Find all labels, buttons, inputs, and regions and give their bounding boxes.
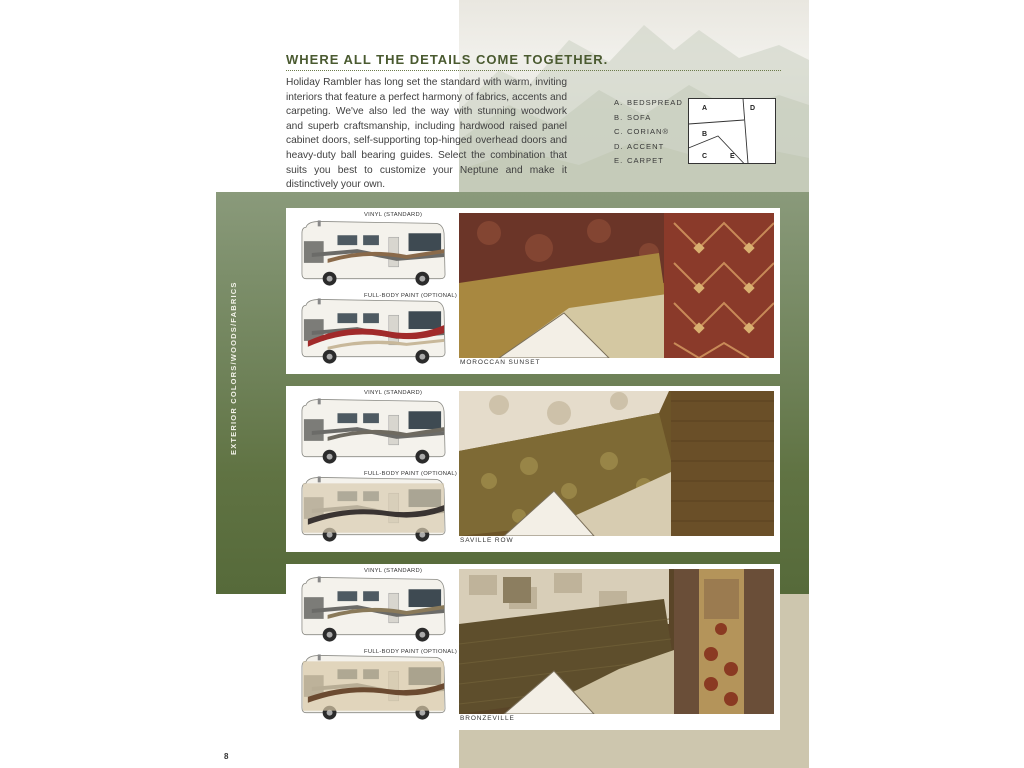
rv-paint-image: [298, 474, 448, 546]
diagram-label-a: A: [702, 105, 708, 112]
rv-vinyl-image: [298, 574, 448, 646]
diagram-label-d: D: [750, 105, 756, 112]
page-title: WHERE ALL THE DETAILS COME TOGETHER.: [286, 52, 609, 67]
intro-paragraph: Holiday Rambler has long set the standard with warm, inviting interiors that feature a perfect harmony of fabrics, accents and carpeting. We've also led the way with stunning woodwork and superb craftsmanship, including hardwood raised panel cabinet doors, self-supporting top-hinged overhead doors and heavy-duty ball bearing guides. Select the combination that suits you best to customize your Neptune and make it distinctively your own.: [286, 77, 567, 191]
diagram-label-c: C: [702, 153, 708, 160]
fabric-set-name: SAVILLE ROW: [460, 537, 514, 544]
legend-item-sofa: B. SOFA: [614, 112, 652, 122]
rv-paint-image: [298, 652, 448, 724]
fabric-card-bronzeville: [286, 564, 780, 730]
saville-row-swatch: [459, 391, 774, 536]
diagram-label-b: B: [702, 131, 708, 138]
legend-item-bedspread: A. BEDSPREAD: [614, 98, 683, 107]
bronzeville-swatch: [459, 569, 774, 714]
legend-item-corian: C. CORIAN®: [614, 127, 670, 136]
rv-vinyl-image: [298, 396, 448, 468]
rv-vinyl-image: [298, 218, 448, 290]
fabric-set-name: BRONZEVILLE: [460, 715, 515, 722]
fabric-card-saville-row: [286, 386, 780, 552]
diagram-label-e: E: [730, 153, 735, 160]
rv-paint-image: [298, 296, 448, 368]
vinyl-caption: VINYL (STANDARD): [364, 568, 423, 574]
title-divider: [286, 70, 781, 71]
section-side-label: EXTERIOR COLORS/WOODS/FABRICS: [229, 281, 238, 455]
fabric-set-name: MOROCCAN SUNSET: [460, 359, 541, 366]
vinyl-caption: VINYL (STANDARD): [364, 390, 423, 396]
paint-caption: FULL-BODY PAINT (OPTIONAL): [364, 293, 458, 299]
swatch-layout-diagram: [688, 98, 776, 164]
page-number: 8: [224, 752, 229, 761]
legend-item-carpet: E. CARPET: [614, 156, 664, 165]
moroccan-sunset-swatch: [459, 213, 774, 358]
paint-caption: FULL-BODY PAINT (OPTIONAL): [364, 471, 458, 477]
fabric-legend: [614, 96, 683, 169]
legend-item-accent: D. ACCENT: [614, 141, 665, 151]
fabric-card-moroccan-sunset: [286, 208, 780, 374]
paint-caption: FULL-BODY PAINT (OPTIONAL): [364, 649, 458, 655]
vinyl-caption: VINYL (STANDARD): [364, 212, 423, 218]
